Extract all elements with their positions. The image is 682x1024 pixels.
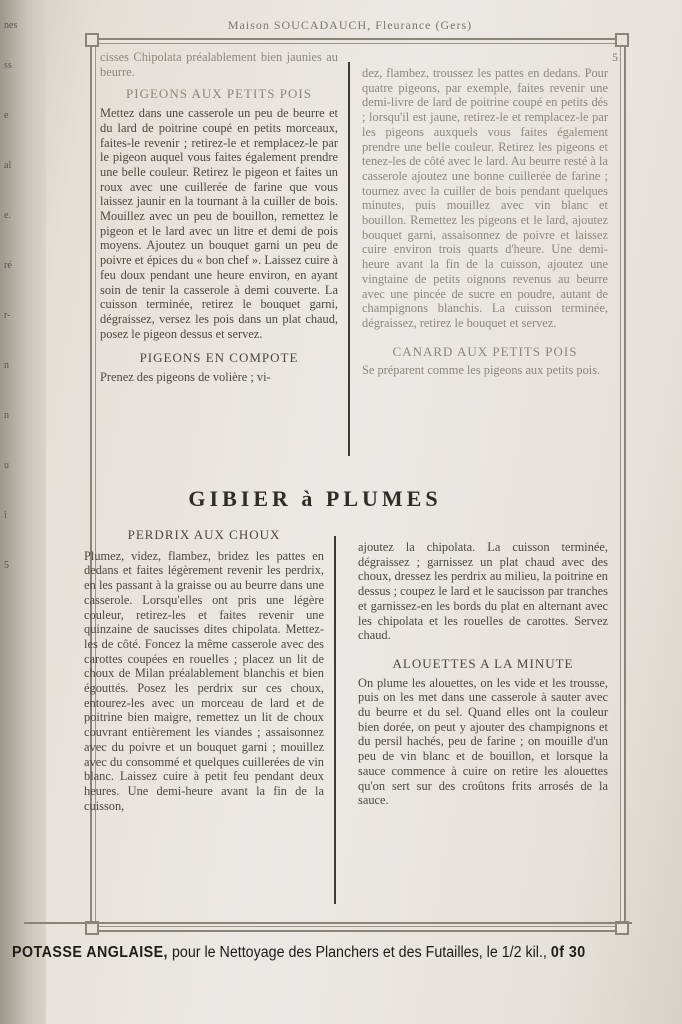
recipe-title: PIGEONS EN COMPOTE xyxy=(139,350,299,366)
bottom-right-column xyxy=(358,540,608,808)
margin-fragment: al xyxy=(4,160,12,171)
recipe-text: dez, flambez, troussez les pattes en dedans. Pour quatre pigeons, par exemple, faites revenir une demi-livre de lard de poitrine coupé en petits dés ; lorsqu'il est jaune, retirez-le et remplacez-le par les pigeons auxquels vous faites également prendre une belle couleur. Retirez les pigeons et tenez-les de côté avec le lard. Au beurre resté à la casserole ajoutez une bonne cuillerée de farine ; tournez avec la cuiller de bois pendant quelques minutes, puis mouillez avec vin blanc et bouillon. Remettez les pigeons et le lard, ajoutez bouquet garni, assaisonnez de poivre et laissez cuire environ trois quarts d'heure. Une demi-heure avant la fin de la cuisson, ajoutez une vingtaine de petits oignons revenus au beurre avec une pincée de sucre en poudre, autant de champignons blanchis. La cuisson terminée, dégraissez, retirez le bouquet et servez. xyxy=(362,66,608,330)
recipe-text: Plumez, videz, flambez, bridez les pattes en dedans et faites légèrement revenir les perdrix, en les passant à la graisse ou au beurre dans une casserole. Lorsqu'elles ont pris une légère couleur, retirez-les et faites revenir une quinzaine de saucisses dites chipolata. Mettez-les de côté. Foncez la même casserole avec des carottes coupées en rouelles ; placez un lit de choux de Milan préalablement blanchis et bien égouttés. Posez les perdrix sur ces choux, entourez-les avec un morceau de lard et de poitrine bien maigre, remettez un lit de choux couvrant entièrement les viandes ; assaisonnez avec du poivre et un bouquet garni ; mouillez avec du consommé et quelques cuillerées de vin blanc. Laissez cuire à petit feu pendant deux heures. Une demi-heure avant la fin de la cuisson, xyxy=(84,548,324,813)
top-right-column xyxy=(362,66,608,378)
margin-fragment: nes xyxy=(4,20,18,31)
recipe-text: On plume les alouettes, on les vide et les trousse, puis on les met dans une casserole à sauter avec du beurre et du sel. Quand elles ont la couleur bien dorée, on peut y ajouter des champignons et du persil hachés, peu de farine ; on mouille d'un peu de vin blanc et de bouillon, et lorsque la sauce commence à cuire on retire les alouettes qu'on sert sur des croûtons frits arrosés de la sauce. xyxy=(358,675,608,808)
column-rule xyxy=(334,536,336,904)
recipe-text: Mettez dans une casserole un peu de beurre et du lard de poitrine coupé en petits morceaux, faites-le revenir ; retirez-le et remplacez-le par le pigeon auquel vous faites également prendre une belle couleur. Retirez le pigeon et faites un roux avec une cuillerée de farine que vous laissez jaunir en la tournant à la cuiller de bois. Mouillez avec un peu de bouillon, remettez le pigeon et le lard avec un litre et demi de pois moyens. Ajoutez un bouquet garni un peu de poivre et épices du « bon chef ». Laissez cuire à feu doux pendant une heure environ, en ayant soin de tenir la casserole à demi couverte. La cuisson terminée, retirez le bouquet garni, dégraissez, versez les pois dans un plat chaud, posez le pigeon dessus et servez. xyxy=(100,106,338,341)
section-title: GIBIER à PLUMES xyxy=(188,486,442,511)
top-left-column xyxy=(100,50,338,385)
column-rule xyxy=(348,62,350,456)
ad-product: POTASSE ANGLAISE, xyxy=(12,944,168,961)
margin-fragment: n xyxy=(4,360,9,371)
margin-fragment: r- xyxy=(4,310,11,321)
margin-fragment: ss xyxy=(4,60,12,71)
frame-corner-ornament xyxy=(85,33,99,47)
ad-price: 0f 30 xyxy=(550,944,586,961)
margin-fragment: ré xyxy=(4,260,12,271)
margin-fragment: 5 xyxy=(4,560,9,571)
recipe-title: PERDRIX AUX CHOUX xyxy=(127,527,281,542)
bottom-left-column xyxy=(84,528,324,813)
margin-fragment: e xyxy=(4,110,9,121)
frame-corner-ornament xyxy=(615,33,629,47)
footer-rule xyxy=(24,922,632,924)
ad-description: pour le Nettoyage des Planchers et des Futailles, le 1/2 kil., xyxy=(171,944,547,961)
previous-page-edge xyxy=(0,0,46,1024)
recipe-text: ajoutez la chipolata. La cuisson terminée, dégraissez ; garnissez un plat chaud avec des choux, dressez les perdrix au milieu, la poitrine en dessus ; coupez le lard et le saucisson par tranches et garnissez-en les bords du plat en alternant avec les chipolata et les rouelles de carottes. Servez chaud. xyxy=(358,540,608,643)
margin-fragment: n xyxy=(4,410,9,421)
recipe-title: CANARD AUX PETITS POIS xyxy=(392,343,578,359)
running-head: Maison SOUCADAUCH, Fleurance (Gers) xyxy=(227,18,473,32)
intro-text: cisses Chipolata préalablement bien jaunies au beurre. xyxy=(100,50,338,79)
margin-fragment: e. xyxy=(4,210,11,221)
margin-fragment: i xyxy=(4,510,7,521)
recipe-title: PIGEONS AUX PETITS POIS xyxy=(126,86,312,102)
advertisement-line xyxy=(12,944,586,962)
recipe-title: ALOUETTES A LA MINUTE xyxy=(392,655,574,671)
recipe-text: Se préparent comme les pigeons aux petits pois. xyxy=(362,363,601,378)
recipe-text: Prenez des pigeons de volière ; vi- xyxy=(100,370,271,385)
page-number: 51 xyxy=(612,50,624,64)
margin-fragment: u xyxy=(4,460,9,471)
